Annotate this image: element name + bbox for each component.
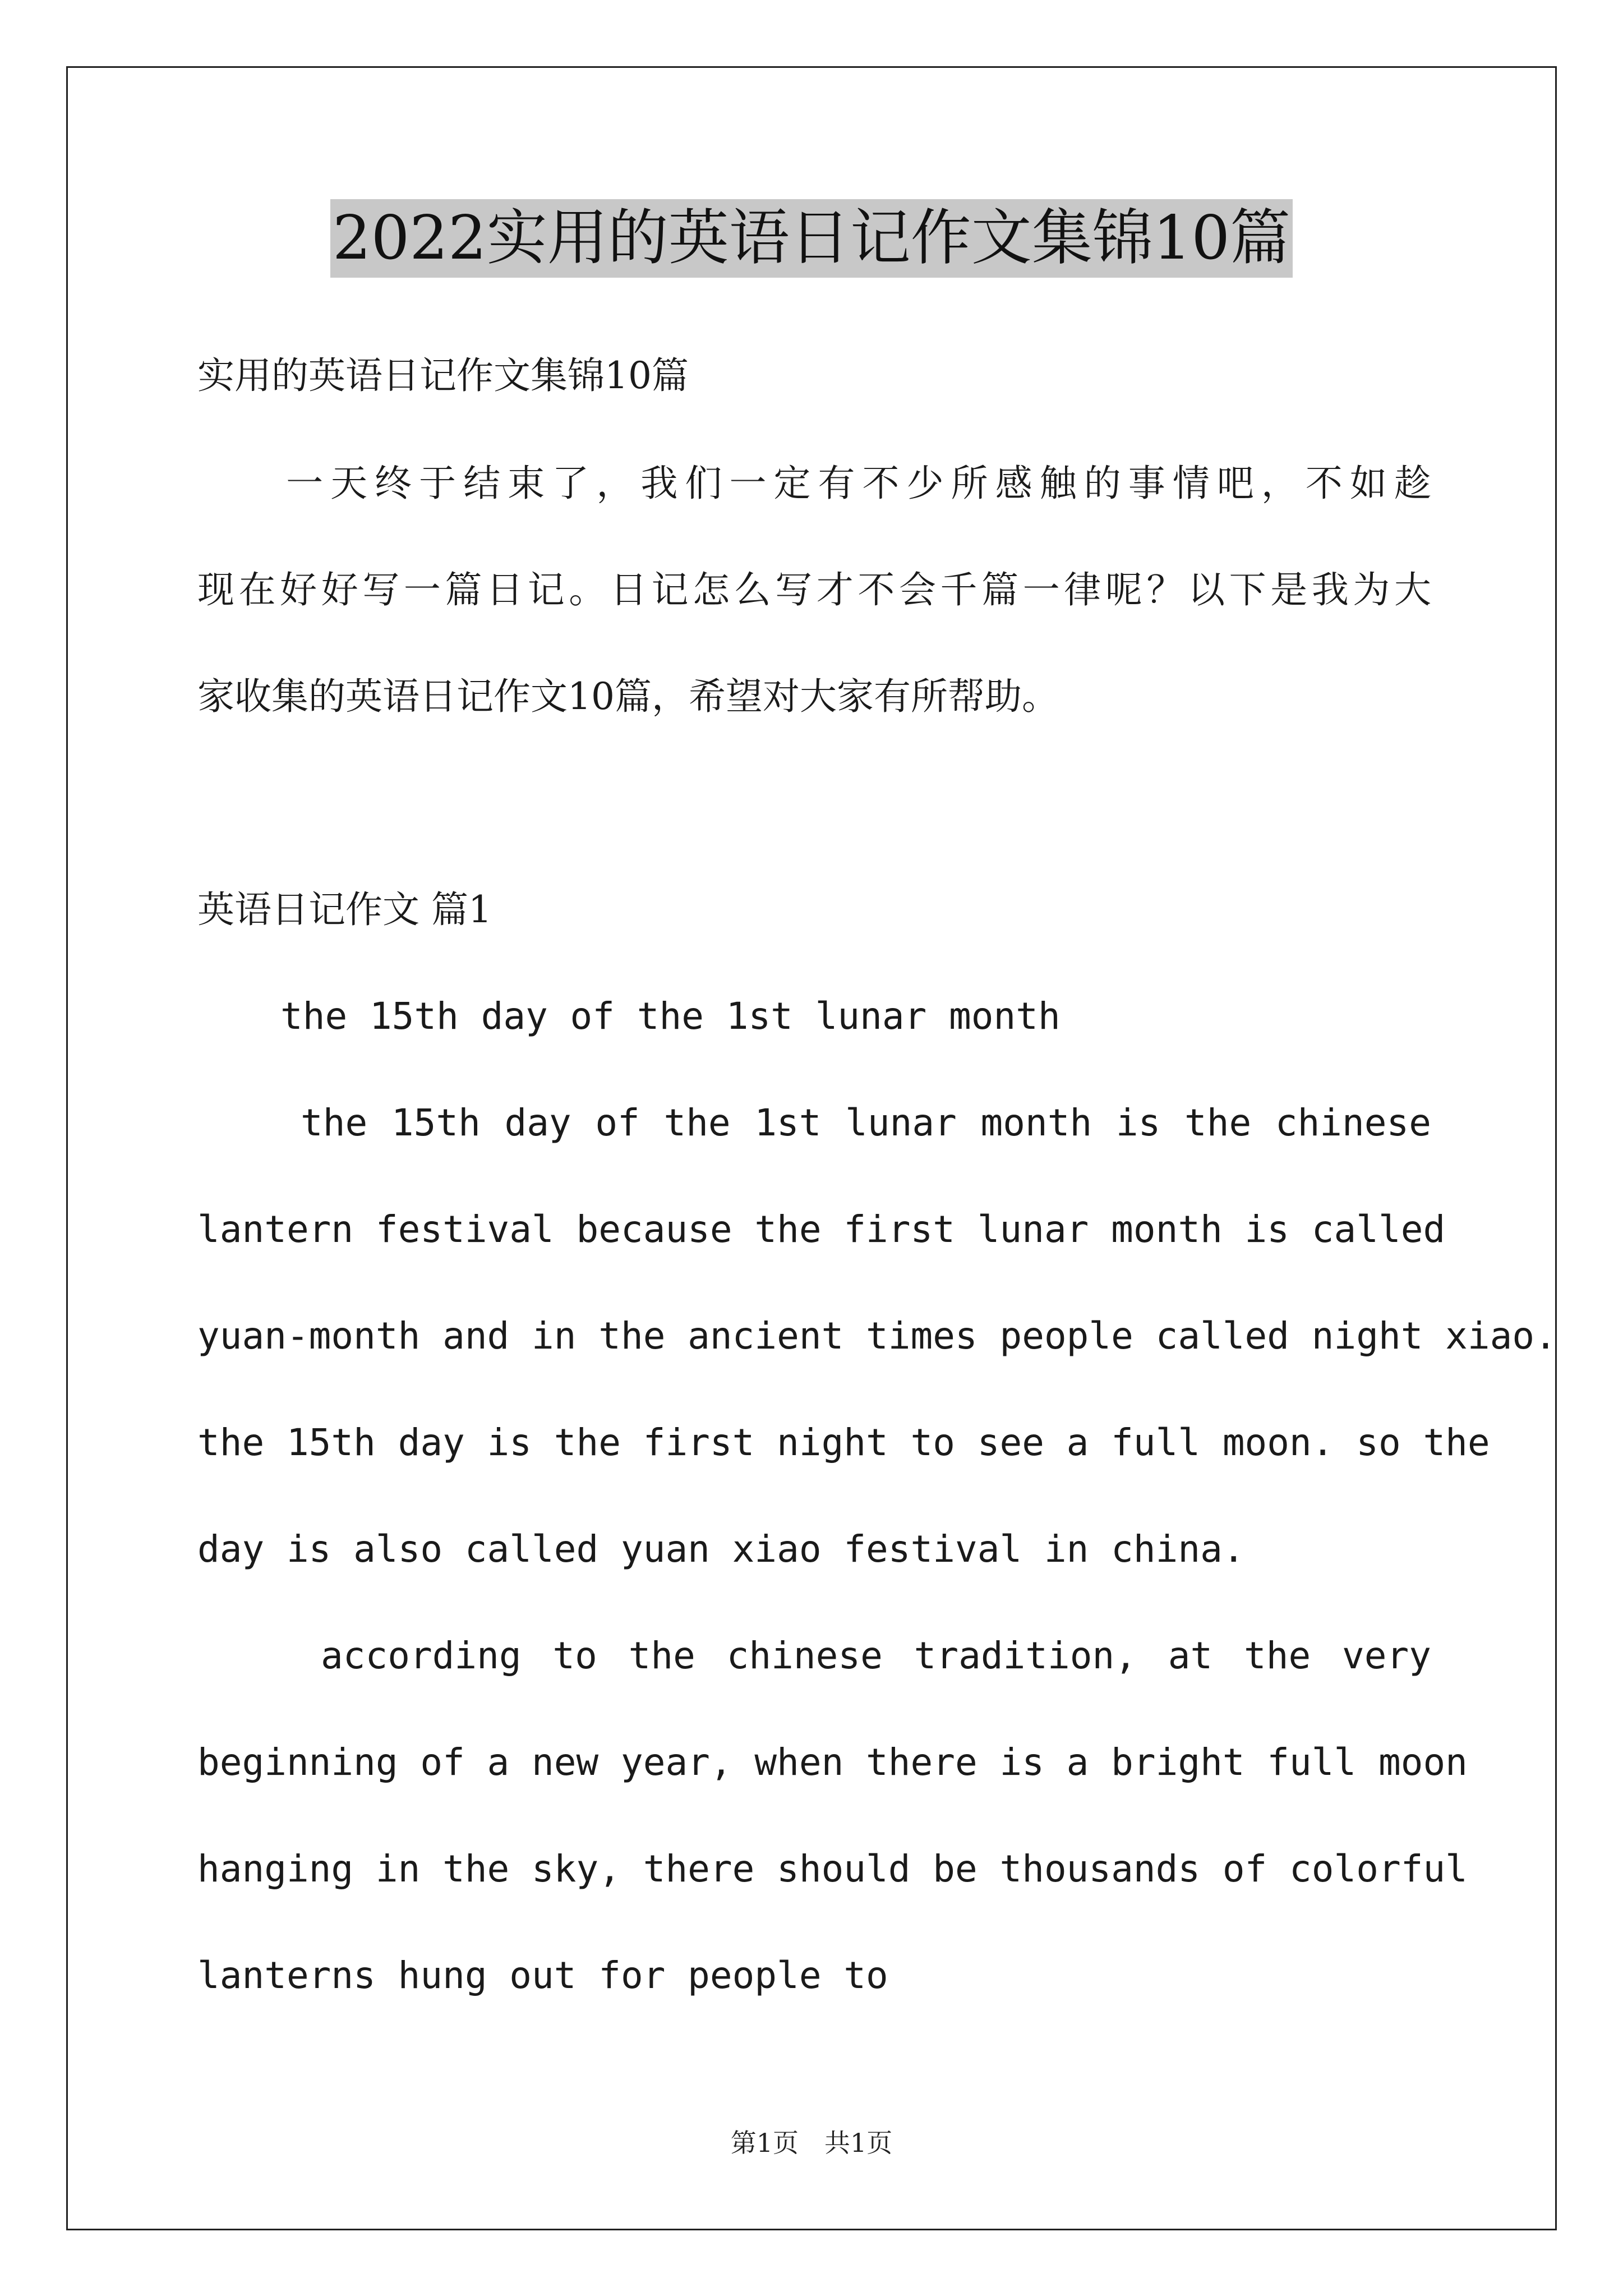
subtitle: 实用的英语日记作文集锦10篇: [197, 354, 689, 397]
intro-line-3: 家收集的英语日记作文10篇，希望对大家有所帮助。: [197, 675, 1059, 718]
section-heading: 英语日记作文 篇1: [197, 888, 492, 931]
paragraph2-line-1: according to the chinese tradition, at the very: [321, 1634, 1431, 1677]
paragraph1-line-1: the 15th day of the 1st lunar month is the chinese: [301, 1101, 1431, 1144]
paragraph1-line-2: lantern festival because the first lunar month is called: [197, 1208, 1446, 1251]
document-title: 2022实用的英语日记作文集锦10篇: [330, 199, 1293, 278]
page-footer: 第1页 共1页: [730, 2128, 893, 2158]
paragraph1-line-5: day is also called yuan xiao festival in china.: [197, 1527, 1245, 1571]
paragraph2-line-3: hanging in the sky, there should be thousands of colorful: [197, 1847, 1468, 1890]
intro-line-2: 现在好好写一篇日记。日记怎么写才不会千篇一律呢？以下是我为大: [197, 568, 1431, 611]
intro-line-1: 一天终于结束了，我们一定有不少所感触的事情吧，不如趁: [197, 462, 1431, 505]
paragraph2-line-4: lanterns hung out for people to: [197, 1954, 888, 1997]
english-title: the 15th day of the 1st lunar month: [280, 995, 1061, 1038]
title-container: [0, 199, 1623, 278]
paragraph1-line-3: yuan-month and in the ancient times people called night xiao.: [197, 1314, 1557, 1358]
paragraph2-line-2: beginning of a new year, when there is a bright full moon: [197, 1741, 1468, 1784]
paragraph1-line-4: the 15th day is the first night to see a full moon. so the: [197, 1421, 1490, 1464]
